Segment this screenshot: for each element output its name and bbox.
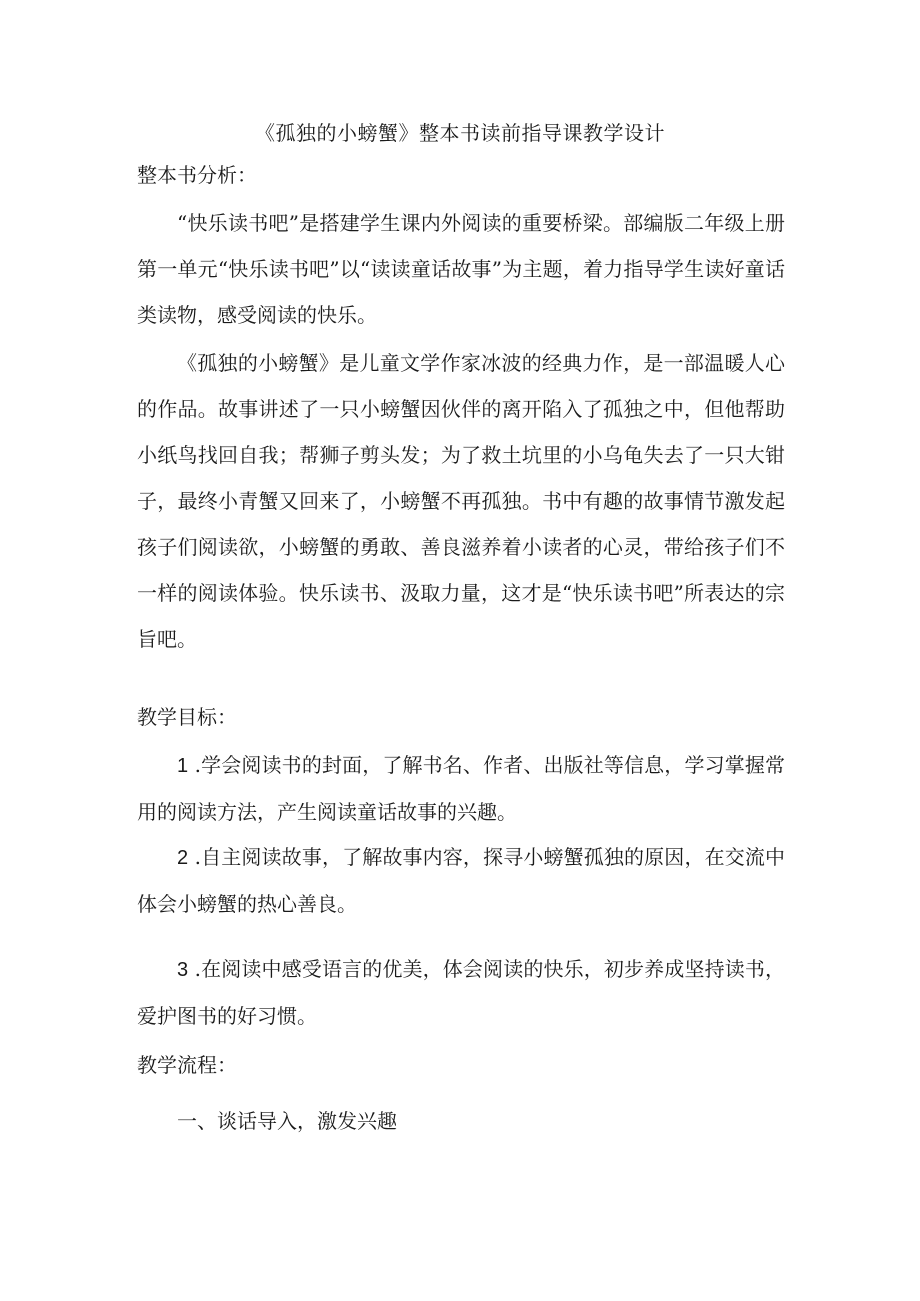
section-heading-process: 教学流程： xyxy=(137,1053,237,1077)
goal-text: .自主阅读故事，了解故事内容，探寻小螃蟹孤独的原因，在交流中体会小螃蟹的热心善良。 xyxy=(137,845,785,916)
goal-text: .学会阅读书的封面，了解书名、作者、出版社等信息，学习掌握常用的阅读方法，产生阅读童话故事的兴趣。 xyxy=(137,753,785,824)
process-step-1: 一、谈话导入，激发兴趣 xyxy=(177,1109,397,1133)
goal-text: .在阅读中感受语言的优美，体会阅读的快乐，初步养成坚持读书，爱护图书的好习惯。 xyxy=(137,957,785,1028)
goal-number: 1 xyxy=(177,755,189,777)
goal-item-1 xyxy=(137,742,785,835)
goal-item-3 xyxy=(137,946,785,1039)
paragraph-reading-bar: “快乐读书吧”是搭建学生课内外阅读的重要桥梁。部编版二年级上册第一单元“快乐读书吧”以“读读童话故事”为主题，着力指导学生读好童话类读物，感受阅读的快乐。 xyxy=(137,211,785,327)
goal-number: 2 xyxy=(177,847,189,869)
section-heading-analysis: 整本书分析： xyxy=(137,163,257,187)
section-heading-goals: 教学目标： xyxy=(137,705,237,729)
paragraph-book-summary: 《孤独的小螃蟹》是儿童文学作家冰波的经典力作，是一部温暖人心的作品。故事讲述了一只小螃蟹因伙伴的离开陷入了孤独之中，但他帮助小纸鸟找回自我；帮狮子剪头发；为了救土坑里的小乌龟失去了一只大钳子，最终小青蟹又回来了，小螃蟹不再孤独。书中有趣的故事情节激发起孩子们阅读欲，小螃蟹的勇敢、善良滋养着小读者的心灵，带给孩子们不一样的阅读体验。快乐读书、汲取力量，这才是“快乐读书吧”所表达的宗旨吧。 xyxy=(137,351,785,651)
goal-item-2 xyxy=(137,834,785,927)
goal-number: 3 xyxy=(177,959,189,981)
document-title: 《孤独的小螃蟹》整本书读前指导课教学设计 xyxy=(255,121,665,145)
